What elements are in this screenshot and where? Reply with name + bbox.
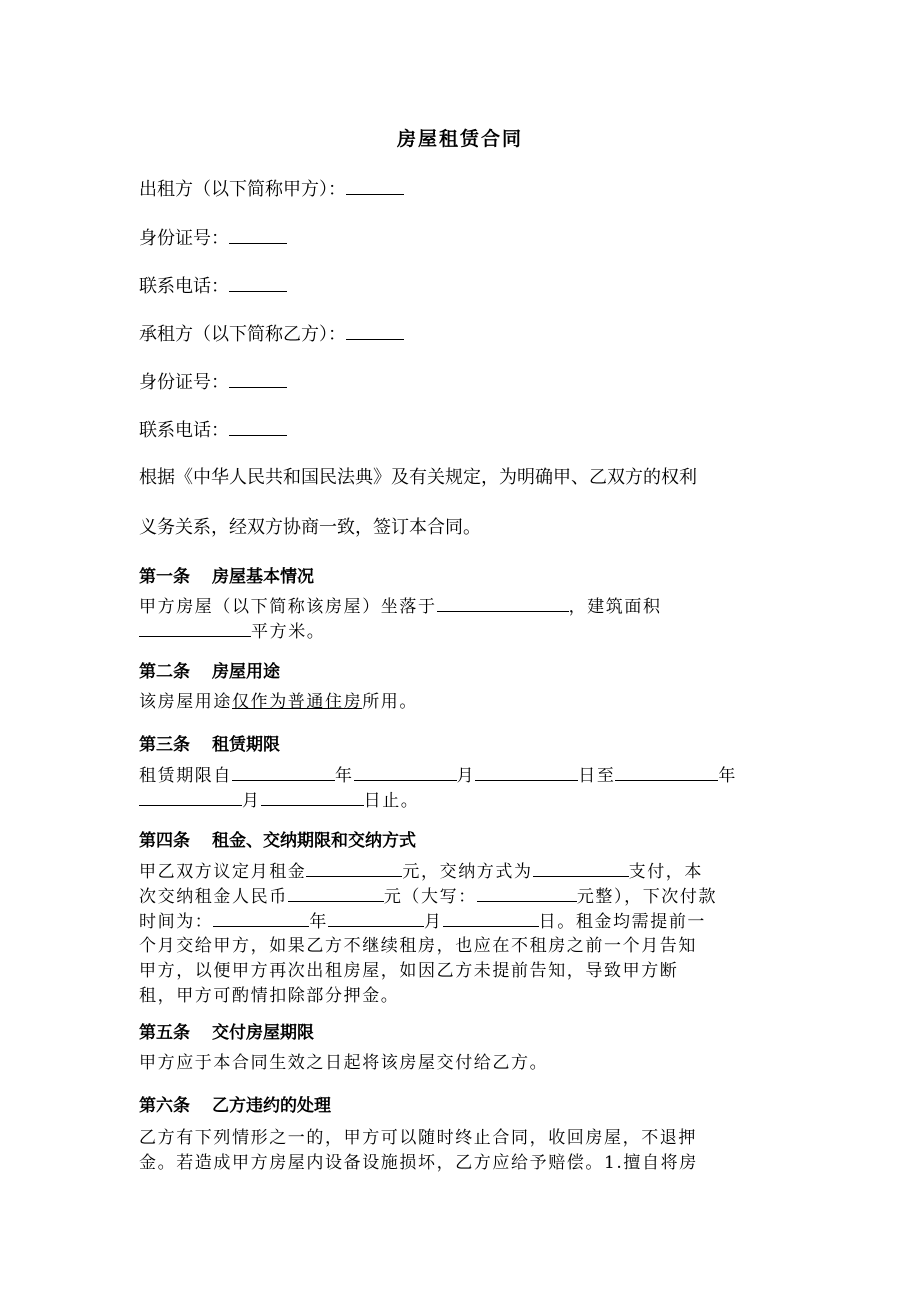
- text-segment: 日。租金均需提前一: [538, 912, 707, 932]
- article-1-number: 第一条: [139, 567, 190, 587]
- article-4-line: [139, 884, 779, 909]
- lessee-id-field[interactable]: [229, 369, 287, 388]
- address-field[interactable]: [437, 594, 569, 612]
- article-4-body: [139, 859, 779, 1009]
- article-1-line: [139, 619, 779, 644]
- article-2-title: 房屋用途: [212, 662, 280, 682]
- lessor-name-field[interactable]: [346, 176, 404, 195]
- end-day-field[interactable]: [261, 788, 364, 806]
- end-month-field[interactable]: [139, 788, 242, 806]
- lessor-phone-line: [139, 272, 287, 298]
- start-year-field[interactable]: [232, 763, 335, 781]
- lessee-phone-field[interactable]: [229, 417, 287, 436]
- article-1-heading: [139, 562, 314, 587]
- article-6-number: 第六条: [139, 1096, 190, 1116]
- article-1-body: [139, 594, 779, 644]
- lessor-id-label: 身份证号：: [139, 228, 229, 249]
- article-3-number: 第三条: [139, 735, 190, 755]
- monthly-rent-field[interactable]: [306, 859, 402, 877]
- article-3-title: 租赁期限: [212, 735, 280, 755]
- usage-value: 仅作为普通住房: [232, 692, 363, 712]
- article-1-line: [139, 594, 779, 619]
- text-segment: 支付，本: [628, 862, 704, 882]
- lessee-id-label: 身份证号：: [139, 372, 229, 393]
- article-5-title: 交付房屋期限: [212, 1023, 314, 1043]
- text-segment: 时间为：: [139, 912, 214, 932]
- lessor-id-line: [139, 224, 287, 250]
- lessee-phone-label: 联系电话：: [139, 420, 229, 441]
- article-6-line: 乙方有下列情形之一的，甲方可以随时终止合同，收回房屋，不退押: [139, 1128, 697, 1148]
- lessor-id-field[interactable]: [229, 225, 287, 244]
- rent-amount-field[interactable]: [288, 884, 384, 902]
- article-5-line: 甲方应于本合同生效之日起将该房屋交付给乙方。: [139, 1053, 549, 1073]
- lessor-phone-field[interactable]: [229, 273, 287, 292]
- article-4-line: 租，甲方可酌情扣除部分押金。: [139, 986, 400, 1006]
- article-4-line: [139, 859, 779, 884]
- end-year-field[interactable]: [615, 763, 718, 781]
- article-4-line: [139, 909, 779, 934]
- payment-method-field[interactable]: [533, 859, 629, 877]
- article-5-body: [139, 1051, 779, 1076]
- article-3-body: [139, 763, 779, 813]
- intro-line-1: 根据《中华人民共和国民法典》及有关规定，为明确甲、乙双方的权利: [139, 467, 697, 488]
- text-segment: 所用。: [362, 692, 419, 712]
- rent-uppercase-field[interactable]: [477, 884, 577, 902]
- article-2-heading: [139, 657, 280, 682]
- article-2-number: 第二条: [139, 662, 190, 682]
- article-1-title: 房屋基本情况: [212, 567, 314, 587]
- document-title: 房屋租赁合同: [396, 128, 523, 150]
- article-5-number: 第五条: [139, 1023, 190, 1043]
- article-2-line: [139, 690, 779, 715]
- text-segment: 甲乙双方议定月租金: [139, 862, 307, 882]
- start-day-field[interactable]: [475, 763, 578, 781]
- article-5-heading: [139, 1018, 314, 1043]
- intro-line-2: 义务关系，经双方协商一致，签订本合同。: [139, 517, 481, 538]
- lessee-label: 承租方（以下简称乙方）：: [139, 324, 346, 345]
- lessee-phone-line: [139, 416, 287, 442]
- article-6-heading: [139, 1091, 331, 1116]
- article-3-line: [139, 788, 779, 813]
- text-segment: 日止。: [363, 791, 420, 811]
- text-segment: 元（大写：: [383, 887, 477, 907]
- area-field[interactable]: [139, 619, 251, 637]
- text-segment: ，建筑面积: [568, 597, 662, 617]
- text-segment: 元，交纳方式为: [402, 862, 533, 882]
- next-pay-year-field[interactable]: [213, 909, 309, 927]
- lessee-id-line: [139, 368, 287, 394]
- lessor-phone-label: 联系电话：: [139, 276, 229, 297]
- article-4-line: 甲方，以便甲方再次出租房屋，如因乙方未提前告知，导致甲方断: [139, 961, 679, 981]
- text-segment: 平方米。: [251, 622, 326, 642]
- text-segment: 日至: [578, 766, 616, 786]
- text-segment: 次交纳租金人民币: [139, 887, 288, 907]
- text-segment: 月: [424, 912, 443, 932]
- text-segment: 年: [718, 766, 738, 786]
- lessee-name-field[interactable]: [346, 321, 404, 340]
- lessor-line: [139, 175, 404, 201]
- start-month-field[interactable]: [354, 763, 457, 781]
- article-3-heading: [139, 730, 280, 755]
- next-pay-day-field[interactable]: [443, 909, 539, 927]
- article-4-title: 租金、交纳期限和交纳方式: [212, 831, 416, 851]
- lessee-line: [139, 320, 404, 346]
- article-4-number: 第四条: [139, 831, 190, 851]
- article-6-line: 金。若造成甲方房屋内设备设施损坏，乙方应给予赔偿。1.擅自将房: [139, 1153, 698, 1173]
- lessor-label: 出租方（以下简称甲方）：: [139, 179, 346, 200]
- article-3-line: [139, 763, 779, 788]
- article-6-title: 乙方违约的处理: [212, 1096, 331, 1116]
- text-segment: 年: [335, 766, 354, 786]
- text-segment: 月: [242, 791, 261, 811]
- text-segment: 元整），下次付款: [576, 887, 718, 907]
- text-segment: 甲方房屋（以下简称该房屋）坐落于: [139, 597, 437, 617]
- next-pay-month-field[interactable]: [328, 909, 424, 927]
- text-segment: 年: [309, 912, 329, 932]
- article-4-heading: [139, 826, 416, 851]
- article-2-body: [139, 690, 779, 715]
- text-segment: 该房屋用途: [139, 692, 232, 712]
- article-6-body: [139, 1126, 779, 1176]
- text-segment: 月: [456, 766, 476, 786]
- article-4-line: 个月交给甲方，如果乙方不继续租房，也应在不租房之前一个月告知: [139, 936, 697, 956]
- text-segment: 租赁期限自: [139, 766, 232, 786]
